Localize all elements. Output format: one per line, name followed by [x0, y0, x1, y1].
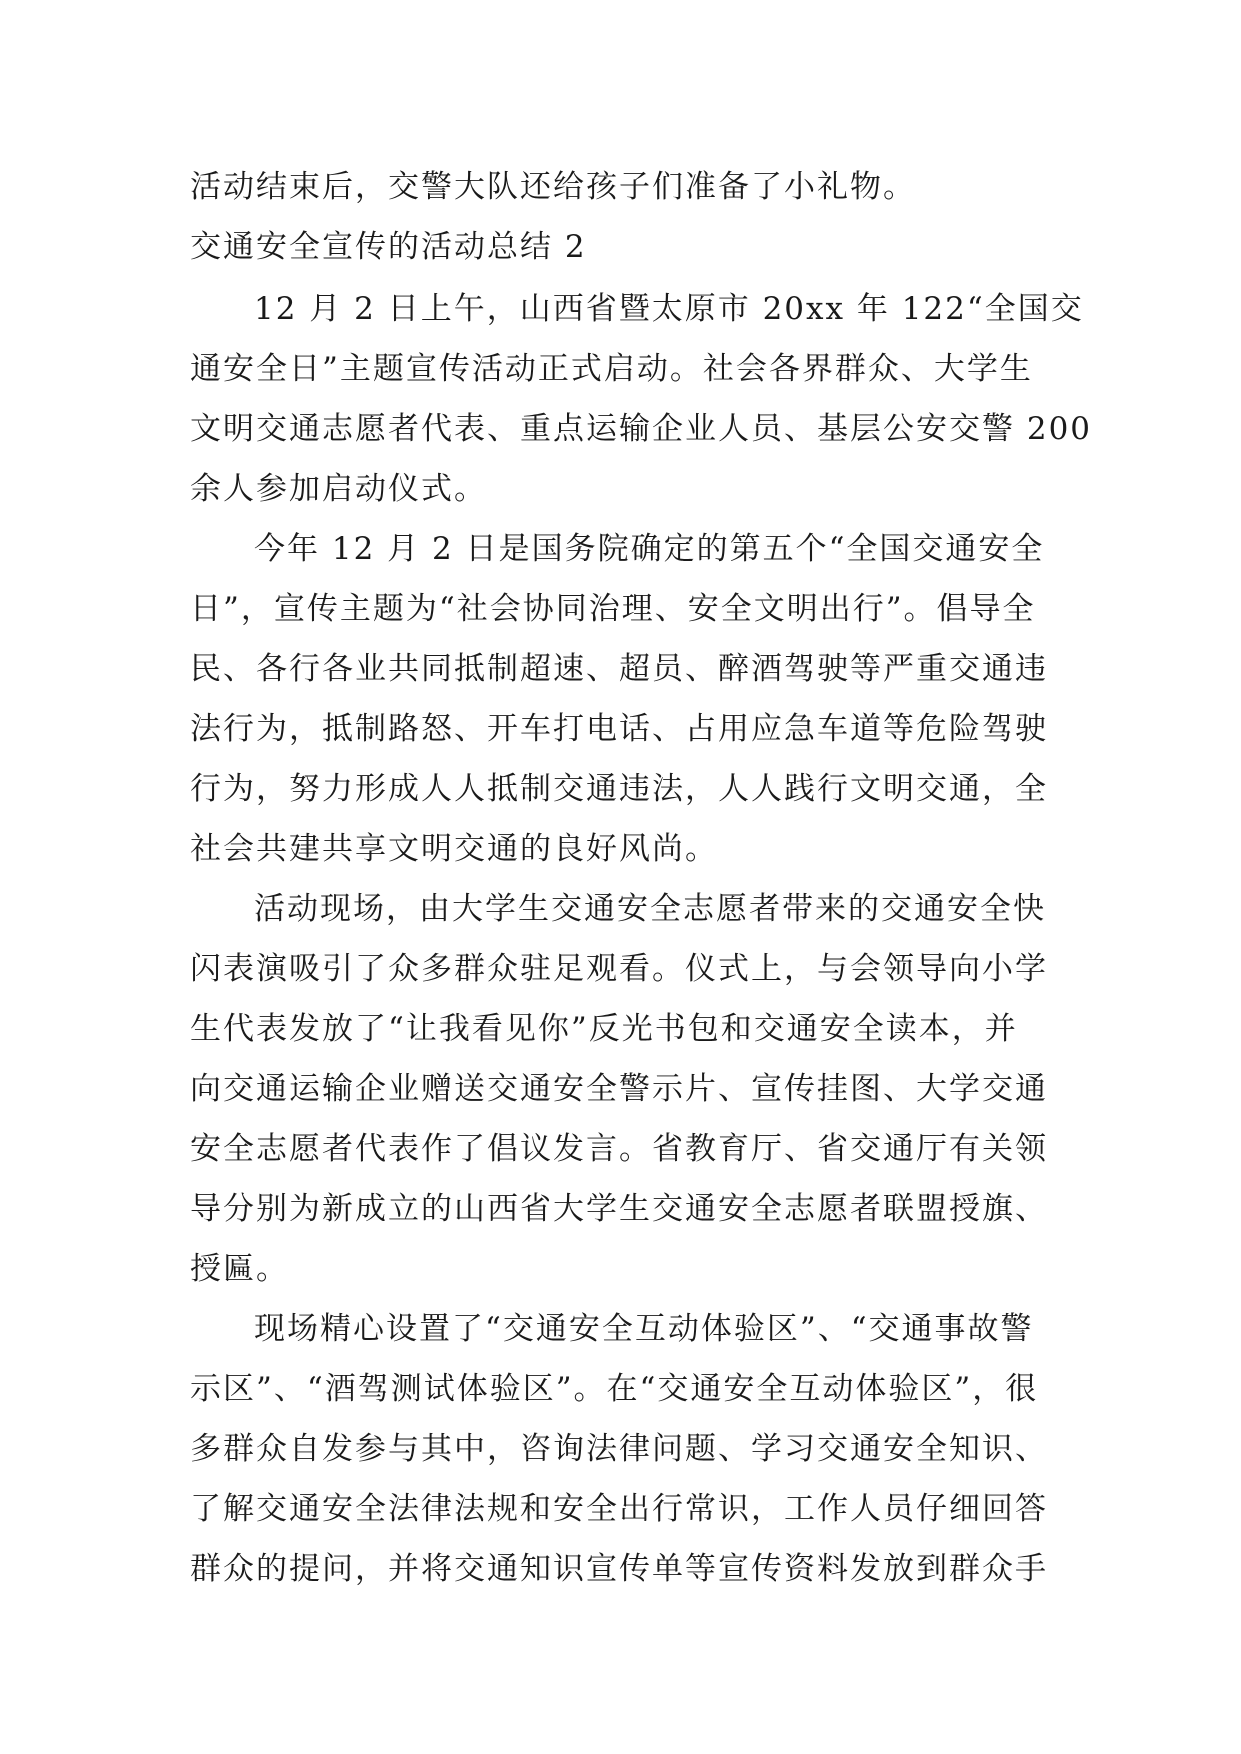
paragraph-line: 民、各行各业共同抵制超速、超员、醉酒驾驶等严重交通违 — [190, 651, 1048, 687]
paragraph-line: 文明交通志愿者代表、重点运输企业人员、基层公安交警 200 — [190, 411, 1093, 447]
paragraph-line: 法行为，抵制路怒、开车打电话、占用应急车道等危险驾驶 — [190, 711, 1048, 747]
paragraph-line: 活动结束后，交警大队还给孩子们准备了小礼物。 — [190, 169, 916, 205]
paragraph-line: 行为，努力形成人人抵制交通违法，人人践行文明交通，全 — [190, 771, 1048, 807]
paragraph-line: 通安全日”主题宣传活动正式启动。社会各界群众、大学生 — [190, 351, 1033, 387]
paragraph-line: 安全志愿者代表作了倡议发言。省教育厅、省交通厅有关领 — [190, 1131, 1048, 1167]
section-heading: 交通安全宣传的活动总结 2 — [190, 229, 587, 265]
paragraph-line: 闪表演吸引了众多群众驻足观看。仪式上，与会领导向小学 — [190, 951, 1048, 987]
paragraph-line: 示区”、“酒驾测试体验区”。在“交通安全互动体验区”，很 — [190, 1371, 1039, 1407]
paragraph-line: 余人参加启动仪式。 — [190, 471, 487, 507]
paragraph-line: 社会共建共享文明交通的良好风尚。 — [190, 831, 718, 867]
paragraph-line: 现场精心设置了“交通安全互动体验区”、“交通事故警 — [254, 1311, 1034, 1347]
paragraph-line: 了解交通安全法律法规和安全出行常识，工作人员仔细回答 — [190, 1491, 1048, 1527]
paragraph-line: 活动现场，由大学生交通安全志愿者带来的交通安全快 — [254, 891, 1046, 927]
paragraph-line: 授匾。 — [190, 1251, 289, 1287]
paragraph-line: 12 月 2 日上午，山西省暨太原市 20xx 年 122“全国交 — [254, 291, 1084, 327]
paragraph-line: 向交通运输企业赠送交通安全警示片、宣传挂图、大学交通 — [190, 1071, 1048, 1107]
paragraph-line: 日”，宣传主题为“社会协同治理、安全文明出行”。倡导全 — [190, 591, 1036, 627]
paragraph-line: 群众的提问，并将交通知识宣传单等宣传资料发放到群众手 — [190, 1551, 1048, 1587]
paragraph-line: 多群众自发参与其中，咨询法律问题、学习交通安全知识、 — [190, 1431, 1048, 1467]
paragraph-line: 导分别为新成立的山西省大学生交通安全志愿者联盟授旗、 — [190, 1191, 1048, 1227]
paragraph-line: 今年 12 月 2 日是国务院确定的第五个“全国交通安全 — [254, 531, 1045, 567]
paragraph-line: 生代表发放了“让我看见你”反光书包和交通安全读本，并 — [190, 1011, 1018, 1047]
